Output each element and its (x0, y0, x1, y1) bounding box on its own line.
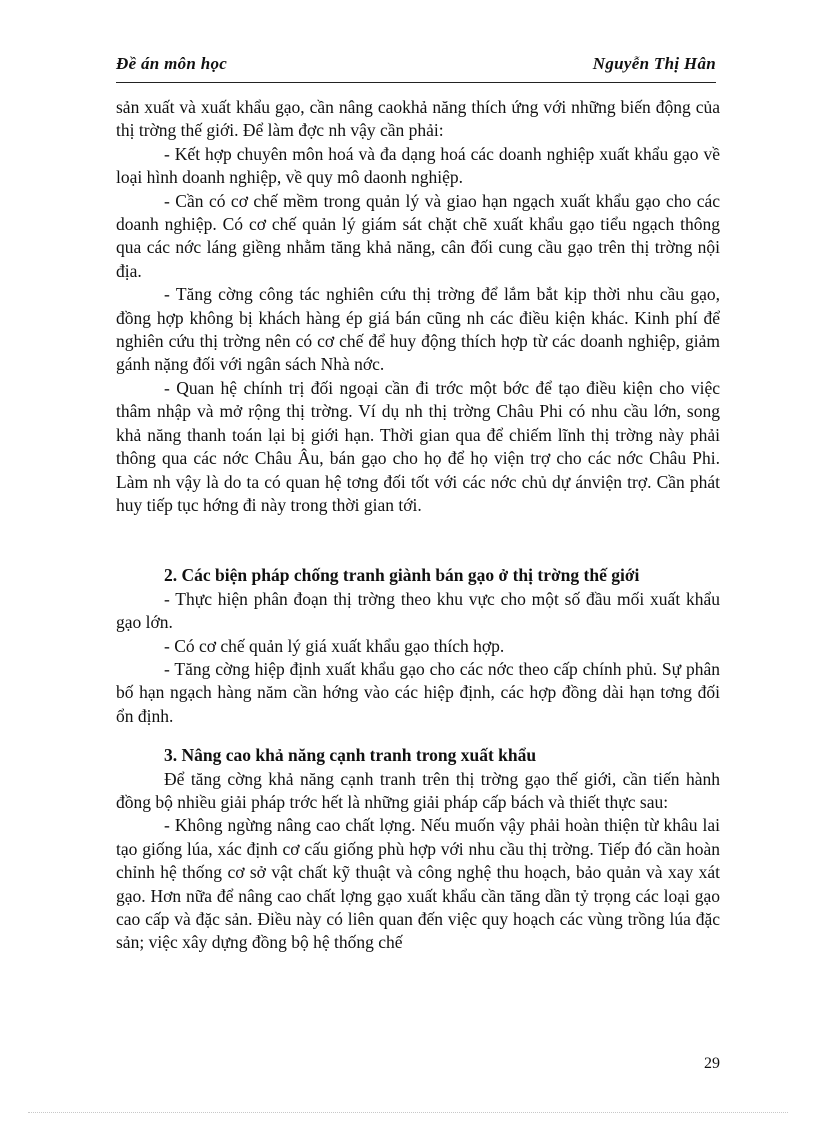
document-body (116, 96, 720, 955)
paragraph: - Tăng cờng công tác nghiên cứu thị trờng để lắm bắt kịp thời nhu cầu gạo, đồng hợp không bị khách hàng ép giá bán cũng nh các điều kiện khác. Kinh phí để nghiên cứu thị trờng nên có cơ chế để huy động thích hợp từ các doanh nghiệp, giảm gánh nặng đối với ngân sách Nhà nớc. (116, 284, 720, 375)
paragraph: - Thực hiện phân đoạn thị trờng theo khu vực cho một số đầu mối xuất khẩu gạo lớn. (116, 588, 720, 633)
footer-divider (28, 1112, 788, 1113)
header-author: Nguyễn Thị Hân (592, 54, 716, 73)
paragraph: sản xuất và xuất khẩu gạo, cần nâng caokhả năng thích ứng với những biến động của thị trờng thế giới. Để làm đợc nh vậy cần phải: (116, 97, 720, 141)
section-2-heading: 2. Các biện pháp chống tranh giành bán gạo ở thị trờng thế giới (164, 565, 640, 586)
paragraph: - Không ngừng nâng cao chất lợng. Nếu muốn vậy phải hoàn thiện từ khâu lai tạo giống lúa, xác định cơ cấu giống phù hợp với nhu cầu thị trờng. Tiếp đó cần hoàn chỉnh hệ thống cơ sở vật chất kỹ thuật và công nghệ thu hoạch, bảo quản và xay xát gạo. Hơn nữa để nâng cao chất lợng gạo xuất khẩu cần tăng dần tỷ trọng các loại gạo cao cấp và đặc sản. Điều này có liên quan đến việc quy hoạch các vùng trồng lúa đặc sản; việc xây dựng đồng bộ hệ thống chế (116, 815, 720, 953)
paragraph: - Có cơ chế quản lý giá xuất khẩu gạo thích hợp. (164, 635, 505, 656)
paragraph: - Tăng cờng hiệp định xuất khẩu gạo cho các nớc theo cấp chính phủ. Sự phân bố hạn ngạch hàng năm cần hớng vào các hiệp định, các hợp đồng dài hạn tơng đối ổn định. (116, 658, 720, 726)
paragraph: Để tăng cờng khả năng cạnh tranh trên thị trờng gạo thế giới, cần tiến hành đồng bộ nhiều giải pháp trớc hết là những giải pháp cấp bách và thiết thực sau: (116, 768, 720, 812)
page-number: 29 (704, 1055, 720, 1072)
paragraph: - Kết hợp chuyên môn hoá và đa dạng hoá các doanh nghiệp xuất khẩu gạo về loại hình doanh nghiệp, về quy mô daonh nghiệp. (116, 143, 720, 188)
paragraph: - Quan hệ chính trị đối ngoại cần đi trớc một bớc để tạo điều kiện cho việc thâm nhập và mở rộng thị trờng. Ví dụ nh thị trờng Châu Phi có nhu cầu lớn, song khả năng thanh toán lại bị giới hạn. Thời gian qua để chiếm lĩnh thị trờng này phải thông qua các nớc Châu Âu, bán gạo cho họ để họ viện trợ cho các nớc Châu Phi. Làm nh vậy là do ta có quan hệ tơng đối tốt với các nớc chủ dự ánviện trợ. Cần phát huy tiếp tục hớng đi này trong thời gian tới. (116, 377, 720, 515)
header-title: Đề án môn học (116, 54, 228, 73)
page-header (116, 52, 716, 83)
paragraph: - Cần có cơ chế mềm trong quản lý và giao hạn ngạch xuất khẩu gạo cho các doanh nghiệp. Có cơ chế quản lý giám sát chặt chẽ xuất khẩu gạo tiểu ngạch thông qua các nớc láng giềng nhằm tăng khả năng, cân đối cung cầu gạo trên thị trờng nội địa. (116, 190, 720, 281)
section-3-heading: 3. Nâng cao khả năng cạnh tranh trong xuất khẩu (164, 745, 537, 766)
